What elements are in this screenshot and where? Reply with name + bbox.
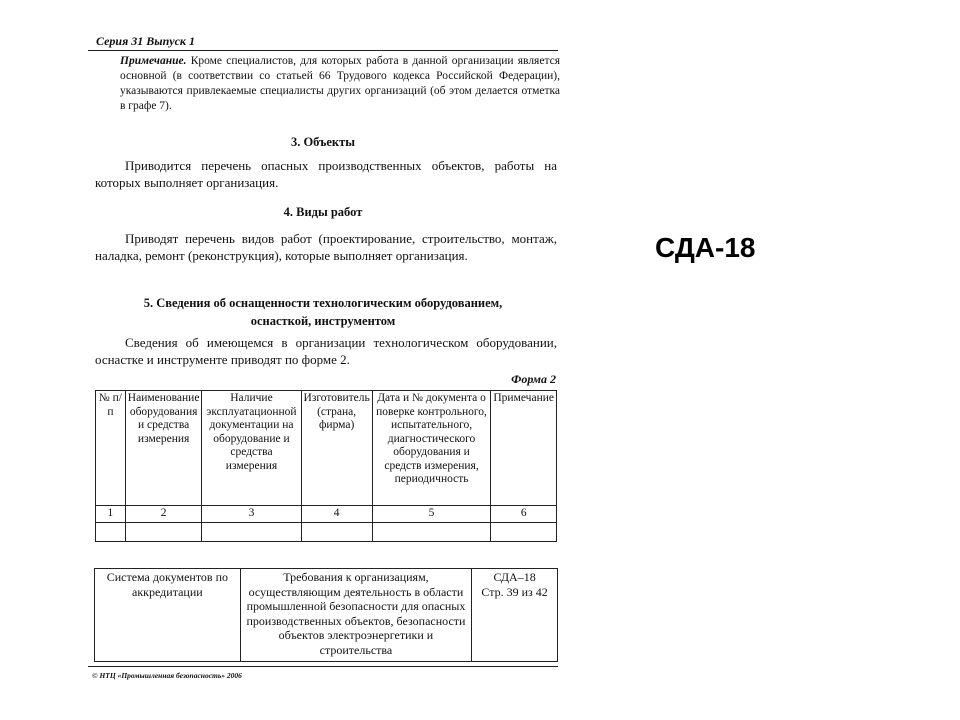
- footer-doc-id: [472, 569, 558, 662]
- side-label: СДА-18: [655, 232, 756, 263]
- empty-cell: [202, 523, 301, 542]
- table-numbers-row: [96, 506, 557, 523]
- section-3-body: Приводится перечень опасных производственных объектов, работы на которых выполняет организация.: [95, 158, 557, 190]
- col-verification-header: Дата и № документа о поверке контрольного, испытательного, диагностического оборудования и средств измерения, периодичность: [372, 391, 491, 506]
- section-5-body: Сведения об имеющемся в организации технологическом оборудовании, оснастке и инструменте приводят по форме 2.: [95, 335, 557, 367]
- section-5-title-line2: оснасткой, инструментом: [250, 314, 396, 328]
- footer-table: [94, 568, 558, 662]
- col-name-header: Наименование оборудования и средства измерения: [125, 391, 202, 506]
- footer-requirements: Требования к организациям, осуществляющим деятельность в области промышленной безопасности для опасных производственных объектов, безопасности объектов электроэнергетики и строительства: [240, 569, 471, 662]
- section-3-text: [95, 157, 557, 191]
- col-number-header: № п/п: [96, 391, 126, 506]
- col-remark-index: 6: [491, 506, 557, 523]
- footer-code: СДА–18: [493, 570, 536, 584]
- col-docs-header: Наличие эксплуатационной документации на оборудование и средства измерения: [202, 391, 301, 506]
- note-paragraph: [120, 54, 560, 114]
- table-header-row: [96, 391, 557, 506]
- copyright-divider: [88, 666, 558, 667]
- section-4-body: Приводят перечень видов работ (проектирование, строительство, монтаж, наладка, ремонт (реконструкция), которые выполняет организация.: [95, 231, 557, 263]
- section-4-title: 4. Виды работ: [283, 205, 363, 219]
- table-empty-row: [96, 523, 557, 542]
- section-4-text: [95, 230, 557, 264]
- col-verification-index: 5: [372, 506, 491, 523]
- col-docs-index: 3: [202, 506, 301, 523]
- footer-system: Система документов по аккредитации: [95, 569, 241, 662]
- empty-cell: [301, 523, 372, 542]
- note-label: Примечание.: [120, 55, 187, 67]
- series-title: Серия 31 Выпуск 1: [96, 34, 196, 48]
- section-3-title: 3. Объекты: [290, 135, 356, 149]
- note-text: Кроме специалистов, для которых работа в данной организации является основной (в соответствии со статьей 66 Трудового кодекса Российской Федерации), указываются привлекаемые специалисты других организаций (об этом делается отметка в графе 7).: [120, 55, 561, 112]
- section-5-text: [95, 334, 557, 368]
- col-number-index: 1: [96, 506, 126, 523]
- col-maker-index: 4: [301, 506, 372, 523]
- empty-cell: [372, 523, 491, 542]
- col-name-index: 2: [125, 506, 202, 523]
- copyright-text: © НТЦ «Промышленная безопасность» 2006: [92, 671, 242, 680]
- col-maker-header: Изготовитель (страна, фирма): [301, 391, 372, 506]
- empty-cell: [96, 523, 126, 542]
- empty-cell: [491, 523, 557, 542]
- section-5-title-line1: 5. Сведения об оснащенности технологическим оборудованием,: [143, 296, 503, 310]
- col-remark-header: Примечание: [491, 391, 557, 506]
- series-header: [88, 32, 558, 51]
- footer-page: Стр. 39 из 42: [481, 584, 548, 599]
- form-2-table: [95, 390, 557, 542]
- empty-cell: [125, 523, 202, 542]
- form-label: Форма 2: [511, 372, 556, 386]
